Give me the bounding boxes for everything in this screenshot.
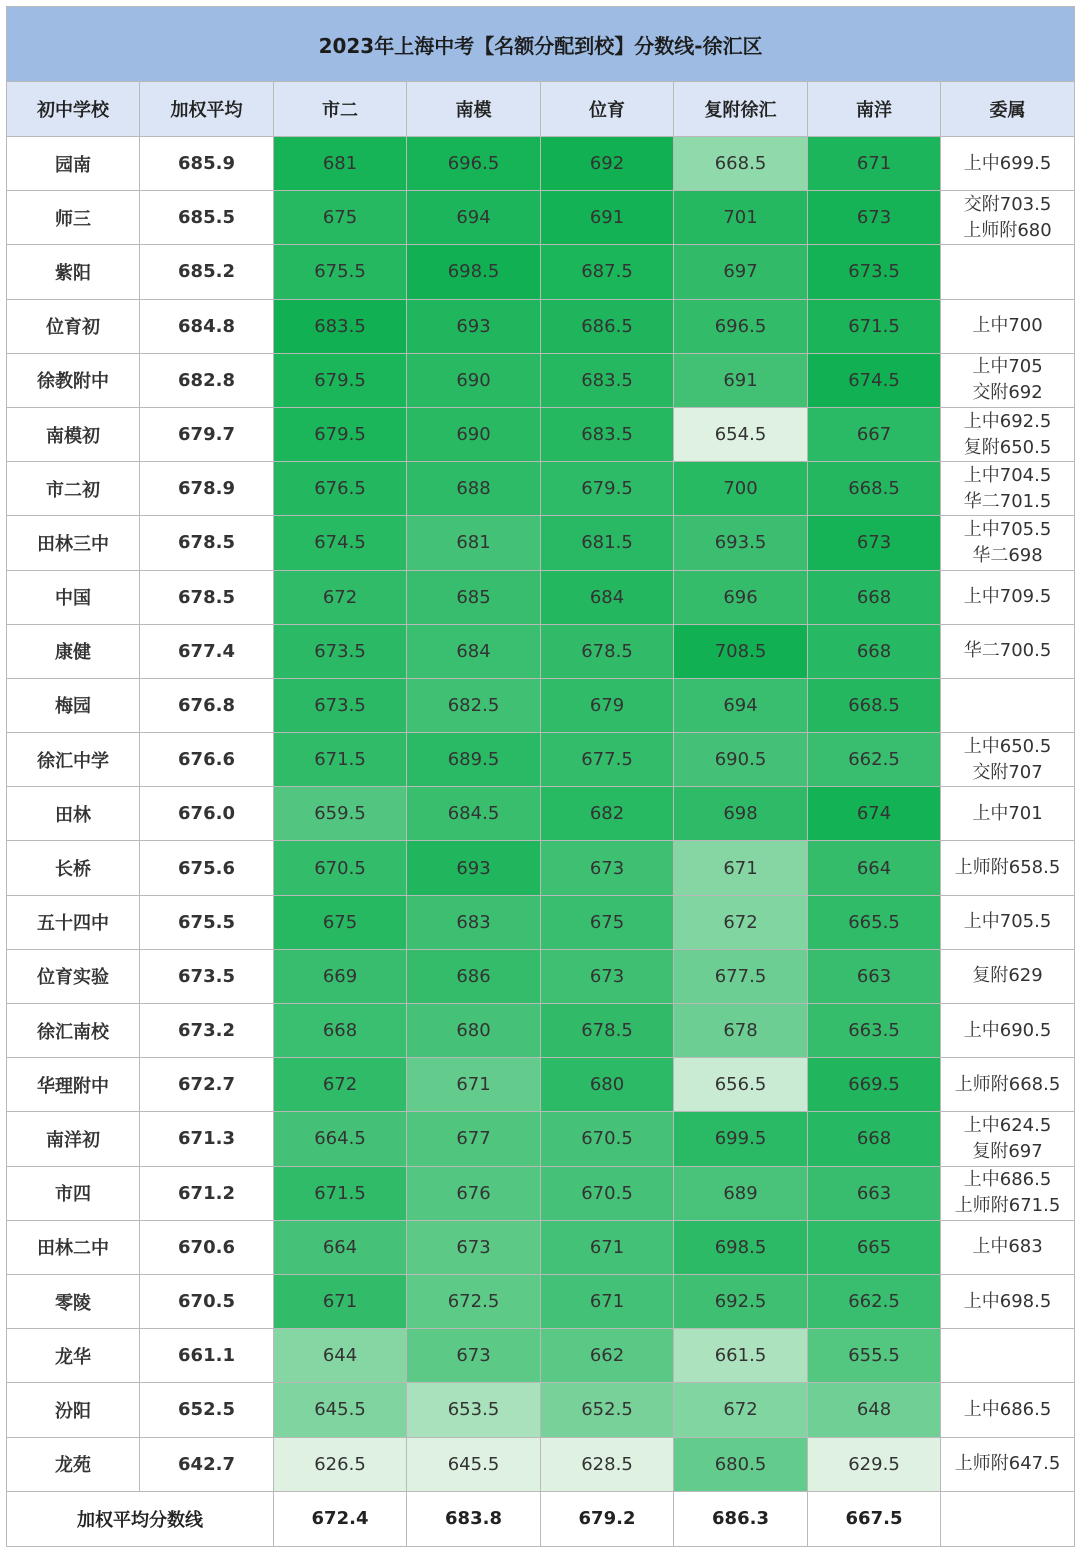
table-row — [7, 1166, 1075, 1220]
score-cell: 662.5 — [808, 733, 941, 787]
score-cell: 668.5 — [674, 137, 808, 191]
score-cell: 692 — [541, 137, 674, 191]
score-cell: 664.5 — [274, 1112, 407, 1166]
score-cell: 680 — [407, 1004, 541, 1058]
score-cell: 672.5 — [407, 1274, 541, 1328]
affiliated-score: 上中701 — [972, 802, 1043, 824]
table-row — [7, 570, 1075, 624]
score-cell: 670.5 — [541, 1166, 674, 1220]
school-name: 梅园 — [7, 678, 140, 732]
score-cell: 673 — [541, 949, 674, 1003]
score-cell: 669 — [274, 949, 407, 1003]
table-row — [7, 1004, 1075, 1058]
school-name: 紫阳 — [7, 245, 140, 299]
affiliated-score: 上中700 — [972, 315, 1043, 337]
affiliated-schools — [941, 1220, 1075, 1274]
school-name: 汾阳 — [7, 1383, 140, 1437]
affiliated-schools — [941, 733, 1075, 787]
affiliated-score: 上中709.5 — [963, 586, 1052, 608]
affiliated-schools — [941, 137, 1075, 191]
score-cell: 679.5 — [274, 353, 407, 407]
affiliated-schools — [941, 1437, 1075, 1491]
score-cell: 665.5 — [808, 895, 941, 949]
score-cell: 673 — [808, 191, 941, 245]
affiliated-schools — [941, 570, 1075, 624]
score-cell: 683 — [407, 895, 541, 949]
score-cell: 671 — [674, 841, 808, 895]
score-cell: 683.5 — [541, 353, 674, 407]
school-name: 康健 — [7, 624, 140, 678]
table-row — [7, 733, 1075, 787]
affiliated-schools — [941, 624, 1075, 678]
footer-label: 加权平均分数线 — [7, 1491, 274, 1546]
score-cell: 708.5 — [674, 624, 808, 678]
affiliated-score: 上中686.5 — [963, 1398, 1052, 1420]
table-row — [7, 1220, 1075, 1274]
weighted-average: 685.9 — [140, 137, 274, 191]
weighted-average: 672.7 — [140, 1058, 274, 1112]
affiliated-score: 上中683 — [972, 1236, 1043, 1258]
affiliated-score: 上师附671.5 — [954, 1195, 1061, 1217]
score-cell: 668 — [808, 624, 941, 678]
title-row — [7, 7, 1075, 82]
score-cell: 668 — [274, 1004, 407, 1058]
affiliated-schools — [941, 462, 1075, 516]
column-header: 南模 — [407, 82, 541, 137]
score-cell: 676 — [407, 1166, 541, 1220]
footer-average: 679.2 — [541, 1491, 674, 1546]
score-cell: 668 — [808, 1112, 941, 1166]
score-cell: 674.5 — [274, 516, 407, 570]
score-cell: 690 — [407, 407, 541, 461]
affiliated-schools — [941, 1166, 1075, 1220]
score-cell: 681.5 — [541, 516, 674, 570]
score-cell: 679.5 — [274, 407, 407, 461]
score-cell: 671 — [808, 137, 941, 191]
score-cell: 663.5 — [808, 1004, 941, 1058]
table-row — [7, 678, 1075, 732]
score-cell: 678.5 — [541, 624, 674, 678]
score-cell: 645.5 — [407, 1437, 541, 1491]
weighted-average: 673.5 — [140, 949, 274, 1003]
score-cell: 663 — [808, 949, 941, 1003]
affiliated-score: 上中698.5 — [963, 1290, 1052, 1312]
score-cell: 694 — [674, 678, 808, 732]
score-cell: 676.5 — [274, 462, 407, 516]
affiliated-schools — [941, 787, 1075, 841]
score-cell: 696 — [674, 570, 808, 624]
score-cell: 655.5 — [808, 1329, 941, 1383]
table-row — [7, 624, 1075, 678]
score-cell: 698.5 — [674, 1220, 808, 1274]
affiliated-schools — [941, 245, 1075, 299]
score-cell: 653.5 — [407, 1383, 541, 1437]
column-header: 初中学校 — [7, 82, 140, 137]
column-header: 市二 — [274, 82, 407, 137]
weighted-average: 678.5 — [140, 516, 274, 570]
score-cell: 680 — [541, 1058, 674, 1112]
weighted-average: 670.5 — [140, 1274, 274, 1328]
weighted-average: 670.6 — [140, 1220, 274, 1274]
score-cell: 673 — [407, 1220, 541, 1274]
school-name: 龙苑 — [7, 1437, 140, 1491]
affiliated-score: 上师附658.5 — [954, 857, 1061, 879]
affiliated-schools — [941, 1112, 1075, 1166]
header-row — [7, 82, 1075, 137]
score-cell: 668 — [808, 570, 941, 624]
weighted-average: 678.9 — [140, 462, 274, 516]
table-row — [7, 245, 1075, 299]
score-cell: 667 — [808, 407, 941, 461]
score-cell: 671 — [274, 1274, 407, 1328]
school-name: 位育初 — [7, 299, 140, 353]
table-row — [7, 1437, 1075, 1491]
affiliated-schools — [941, 1329, 1075, 1383]
affiliated-schools — [941, 191, 1075, 245]
score-cell: 648 — [808, 1383, 941, 1437]
score-cell: 677.5 — [541, 733, 674, 787]
affiliated-schools — [941, 407, 1075, 461]
score-cell: 652.5 — [541, 1383, 674, 1437]
weighted-average: 675.6 — [140, 841, 274, 895]
footer-row — [7, 1491, 1075, 1546]
score-cell: 683.5 — [274, 299, 407, 353]
weighted-average: 677.4 — [140, 624, 274, 678]
score-table — [6, 6, 1075, 1547]
footer-average: 683.8 — [407, 1491, 541, 1546]
score-cell: 690 — [407, 353, 541, 407]
weighted-average: 642.7 — [140, 1437, 274, 1491]
score-cell: 671 — [541, 1274, 674, 1328]
weighted-average: 671.2 — [140, 1166, 274, 1220]
score-cell: 626.5 — [274, 1437, 407, 1491]
weighted-average: 661.1 — [140, 1329, 274, 1383]
score-cell: 672 — [674, 1383, 808, 1437]
affiliated-schools — [941, 299, 1075, 353]
score-cell: 682 — [541, 787, 674, 841]
score-cell: 675.5 — [274, 245, 407, 299]
score-cell: 656.5 — [674, 1058, 808, 1112]
column-header: 加权平均 — [140, 82, 274, 137]
table-row — [7, 1058, 1075, 1112]
school-name: 五十四中 — [7, 895, 140, 949]
score-cell: 671.5 — [808, 299, 941, 353]
score-cell: 671.5 — [274, 733, 407, 787]
score-cell: 685 — [407, 570, 541, 624]
score-cell: 673.5 — [274, 624, 407, 678]
table-row — [7, 299, 1075, 353]
score-cell: 661.5 — [674, 1329, 808, 1383]
school-name: 长桥 — [7, 841, 140, 895]
score-cell: 671 — [541, 1220, 674, 1274]
score-cell: 681 — [407, 516, 541, 570]
score-cell: 662.5 — [808, 1274, 941, 1328]
table-row — [7, 191, 1075, 245]
score-cell: 674.5 — [808, 353, 941, 407]
school-name: 徐教附中 — [7, 353, 140, 407]
score-cell: 698.5 — [407, 245, 541, 299]
affiliated-score: 交附703.5 — [963, 193, 1052, 215]
affiliated-score: 上中650.5 — [963, 735, 1052, 757]
school-name: 田林三中 — [7, 516, 140, 570]
score-cell: 691 — [674, 353, 808, 407]
affiliated-score: 上中692.5 — [963, 410, 1052, 432]
score-cell: 672 — [274, 570, 407, 624]
affiliated-score: 华二700.5 — [963, 640, 1052, 662]
weighted-average: 675.5 — [140, 895, 274, 949]
table-title: 2023年上海中考【名额分配到校】分数线-徐汇区 — [7, 7, 1075, 82]
score-cell: 697 — [674, 245, 808, 299]
score-cell: 684 — [541, 570, 674, 624]
table-row — [7, 1329, 1075, 1383]
school-name: 田林 — [7, 787, 140, 841]
table-row — [7, 1274, 1075, 1328]
weighted-average: 685.5 — [140, 191, 274, 245]
weighted-average: 682.8 — [140, 353, 274, 407]
affiliated-score: 交附707 — [972, 761, 1043, 783]
score-cell: 683.5 — [541, 407, 674, 461]
affiliated-score: 上师附680 — [963, 219, 1052, 241]
affiliated-score: 上中705.5 — [963, 518, 1052, 540]
affiliated-schools — [941, 1058, 1075, 1112]
score-cell: 690.5 — [674, 733, 808, 787]
table-row — [7, 137, 1075, 191]
school-name: 徐汇南校 — [7, 1004, 140, 1058]
score-cell: 663 — [808, 1166, 941, 1220]
table-row — [7, 787, 1075, 841]
table-row — [7, 1112, 1075, 1166]
score-cell: 701 — [674, 191, 808, 245]
column-header: 委属 — [941, 82, 1075, 137]
score-cell: 692.5 — [674, 1274, 808, 1328]
school-name: 师三 — [7, 191, 140, 245]
affiliated-score: 上中705.5 — [963, 911, 1052, 933]
score-cell: 691 — [541, 191, 674, 245]
score-cell: 675 — [541, 895, 674, 949]
footer-average: 672.4 — [274, 1491, 407, 1546]
affiliated-score: 复附650.5 — [963, 436, 1052, 458]
school-name: 南模初 — [7, 407, 140, 461]
score-cell: 662 — [541, 1329, 674, 1383]
score-cell: 673 — [407, 1329, 541, 1383]
score-cell: 659.5 — [274, 787, 407, 841]
table-row — [7, 353, 1075, 407]
score-cell: 677 — [407, 1112, 541, 1166]
score-cell: 628.5 — [541, 1437, 674, 1491]
affiliated-schools — [941, 1383, 1075, 1437]
score-cell: 679.5 — [541, 462, 674, 516]
school-name: 徐汇中学 — [7, 733, 140, 787]
score-cell: 664 — [808, 841, 941, 895]
score-cell: 677.5 — [674, 949, 808, 1003]
footer-average: 667.5 — [808, 1491, 941, 1546]
affiliated-schools — [941, 353, 1075, 407]
weighted-average: 676.0 — [140, 787, 274, 841]
affiliated-score: 华二701.5 — [963, 490, 1052, 512]
score-cell: 693 — [407, 299, 541, 353]
score-cell: 674 — [808, 787, 941, 841]
affiliated-score: 上中699.5 — [963, 152, 1052, 174]
score-cell: 670.5 — [541, 1112, 674, 1166]
score-cell: 629.5 — [808, 1437, 941, 1491]
affiliated-schools — [941, 949, 1075, 1003]
score-cell: 664 — [274, 1220, 407, 1274]
score-cell: 684.5 — [407, 787, 541, 841]
table-row — [7, 516, 1075, 570]
affiliated-score: 复附697 — [972, 1140, 1043, 1162]
weighted-average: 678.5 — [140, 570, 274, 624]
score-cell: 689.5 — [407, 733, 541, 787]
score-cell: 682.5 — [407, 678, 541, 732]
score-cell: 684 — [407, 624, 541, 678]
affiliated-score: 上师附668.5 — [954, 1073, 1061, 1095]
column-header: 位育 — [541, 82, 674, 137]
affiliated-schools — [941, 1274, 1075, 1328]
score-cell: 671.5 — [274, 1166, 407, 1220]
score-cell: 668.5 — [808, 678, 941, 732]
affiliated-score: 上中704.5 — [963, 464, 1052, 486]
score-cell: 688 — [407, 462, 541, 516]
score-cell: 678 — [674, 1004, 808, 1058]
weighted-average: 676.6 — [140, 733, 274, 787]
affiliated-schools — [941, 516, 1075, 570]
table-row — [7, 462, 1075, 516]
score-cell: 668.5 — [808, 462, 941, 516]
school-name: 市四 — [7, 1166, 140, 1220]
score-cell: 686.5 — [541, 299, 674, 353]
score-cell: 678.5 — [541, 1004, 674, 1058]
affiliated-schools — [941, 1004, 1075, 1058]
score-cell: 670.5 — [274, 841, 407, 895]
affiliated-schools — [941, 841, 1075, 895]
score-cell: 645.5 — [274, 1383, 407, 1437]
footer-average: 686.3 — [674, 1491, 808, 1546]
table-row — [7, 407, 1075, 461]
score-cell: 694 — [407, 191, 541, 245]
school-name: 市二初 — [7, 462, 140, 516]
school-name: 龙华 — [7, 1329, 140, 1383]
score-cell: 693 — [407, 841, 541, 895]
score-cell: 679 — [541, 678, 674, 732]
affiliated-schools — [941, 678, 1075, 732]
column-header: 复附徐汇 — [674, 82, 808, 137]
score-cell: 698 — [674, 787, 808, 841]
table-row — [7, 895, 1075, 949]
score-cell: 675 — [274, 895, 407, 949]
affiliated-score: 上中624.5 — [963, 1114, 1052, 1136]
weighted-average: 671.3 — [140, 1112, 274, 1166]
score-cell: 672 — [674, 895, 808, 949]
affiliated-score: 上中686.5 — [963, 1169, 1052, 1191]
affiliated-schools — [941, 895, 1075, 949]
school-name: 位育实验 — [7, 949, 140, 1003]
affiliated-score: 上师附647.5 — [954, 1453, 1061, 1475]
school-name: 零陵 — [7, 1274, 140, 1328]
score-cell: 680.5 — [674, 1437, 808, 1491]
score-cell: 673 — [808, 516, 941, 570]
score-cell: 671 — [407, 1058, 541, 1112]
weighted-average: 652.5 — [140, 1383, 274, 1437]
school-name: 华理附中 — [7, 1058, 140, 1112]
affiliated-score: 上中705 — [972, 356, 1043, 378]
score-cell: 669.5 — [808, 1058, 941, 1112]
weighted-average: 673.2 — [140, 1004, 274, 1058]
score-cell: 693.5 — [674, 516, 808, 570]
score-cell: 665 — [808, 1220, 941, 1274]
score-cell: 689 — [674, 1166, 808, 1220]
score-cell: 672 — [274, 1058, 407, 1112]
school-name: 田林二中 — [7, 1220, 140, 1274]
score-cell: 696.5 — [674, 299, 808, 353]
affiliated-score: 华二698 — [972, 544, 1043, 566]
weighted-average: 676.8 — [140, 678, 274, 732]
weighted-average: 679.7 — [140, 407, 274, 461]
table-row — [7, 841, 1075, 895]
score-cell: 673 — [541, 841, 674, 895]
score-cell: 687.5 — [541, 245, 674, 299]
column-header: 南洋 — [808, 82, 941, 137]
footer-empty — [941, 1491, 1075, 1546]
score-cell: 699.5 — [674, 1112, 808, 1166]
table-row — [7, 949, 1075, 1003]
table-row — [7, 1383, 1075, 1437]
score-cell: 700 — [674, 462, 808, 516]
score-cell: 644 — [274, 1329, 407, 1383]
score-cell: 681 — [274, 137, 407, 191]
school-name: 南洋初 — [7, 1112, 140, 1166]
weighted-average: 684.8 — [140, 299, 274, 353]
affiliated-score: 交附692 — [972, 382, 1043, 404]
score-cell: 673.5 — [808, 245, 941, 299]
affiliated-score: 上中690.5 — [963, 1019, 1052, 1041]
affiliated-score: 复附629 — [972, 965, 1043, 987]
score-cell: 686 — [407, 949, 541, 1003]
school-name: 园南 — [7, 137, 140, 191]
score-cell: 654.5 — [674, 407, 808, 461]
score-cell: 673.5 — [274, 678, 407, 732]
school-name: 中国 — [7, 570, 140, 624]
weighted-average: 685.2 — [140, 245, 274, 299]
score-cell: 696.5 — [407, 137, 541, 191]
score-cell: 675 — [274, 191, 407, 245]
